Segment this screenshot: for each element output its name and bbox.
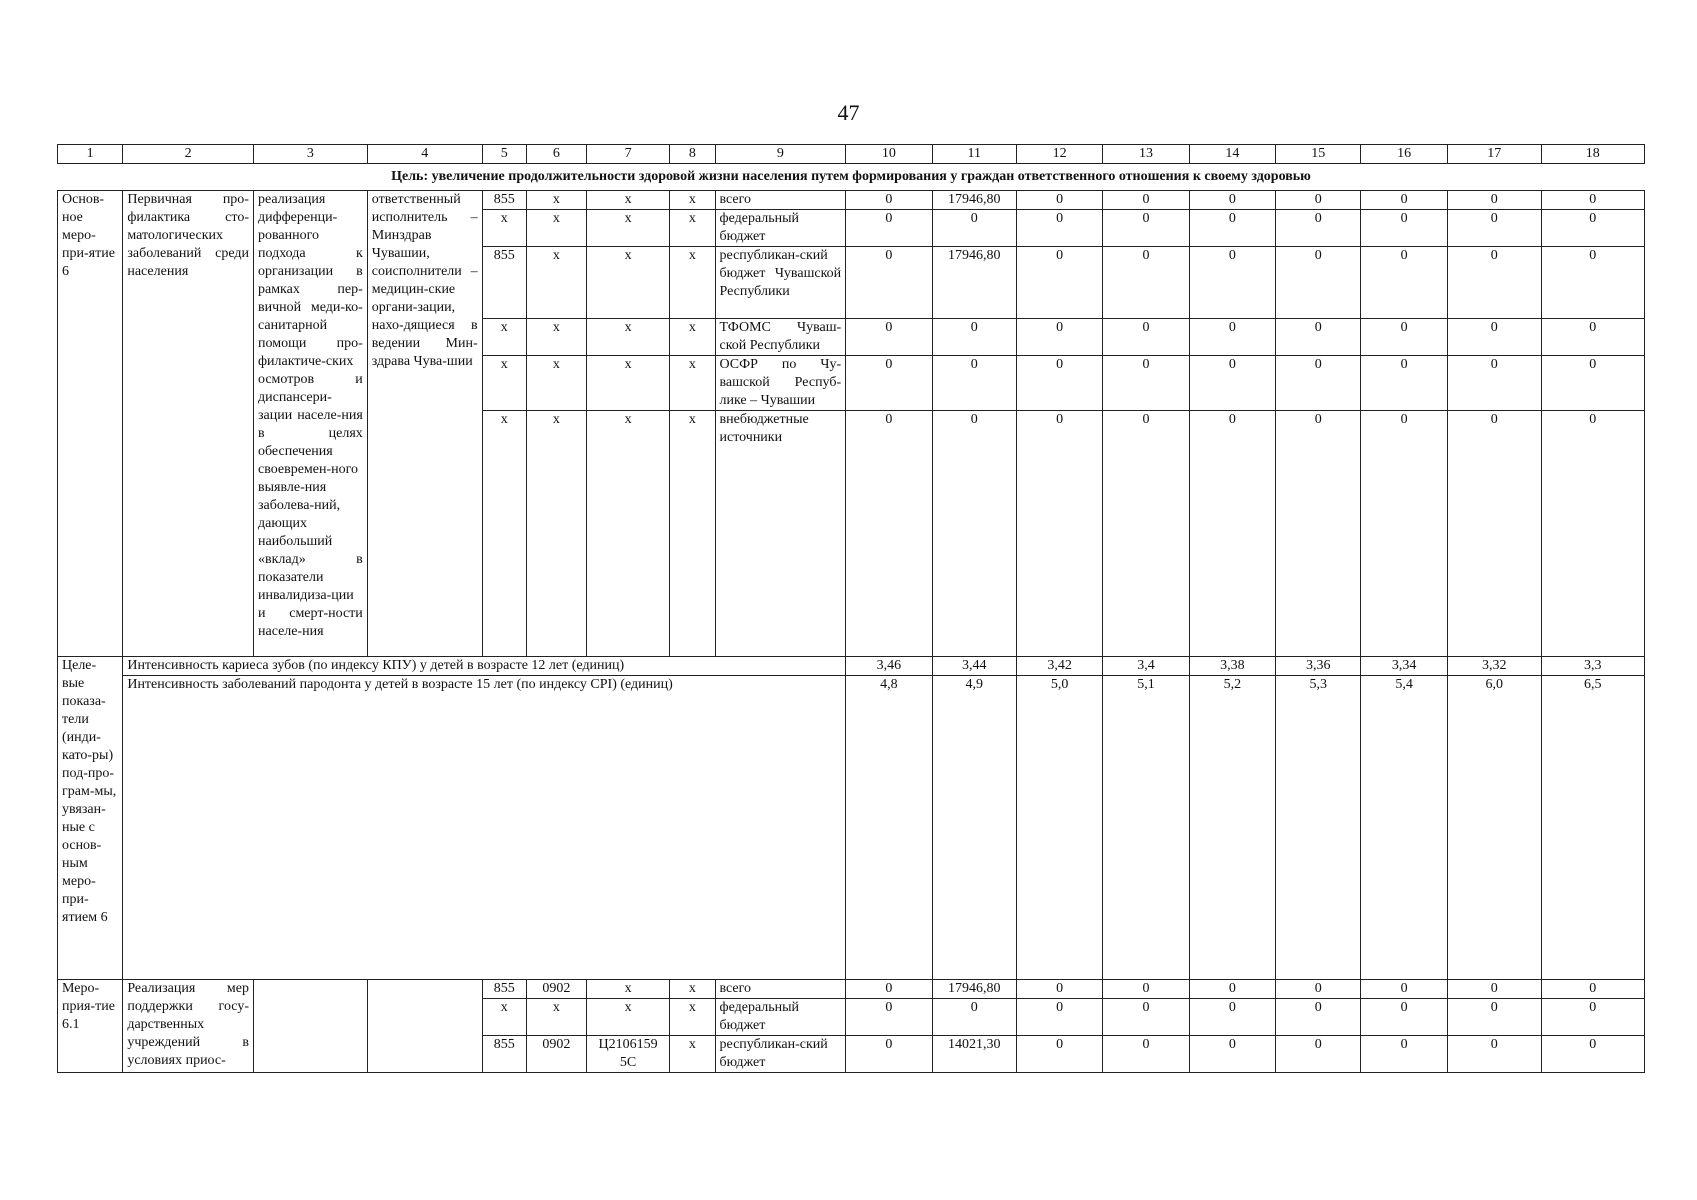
value-cell: 0 (932, 999, 1016, 1036)
empty-cell (253, 980, 367, 1073)
value-cell: 0 (1276, 319, 1361, 356)
table-cell: х (526, 210, 586, 247)
value-cell: 0 (932, 210, 1016, 247)
table-cell: 855 (482, 980, 526, 999)
table-cell: х (526, 356, 586, 411)
value-cell: 0 (1541, 411, 1644, 657)
goal-row (58, 164, 1645, 191)
column-header: 9 (715, 145, 846, 164)
table-cell: х (586, 247, 669, 319)
funding-source: федеральный бюджет (715, 210, 846, 247)
value-cell: 0 (1103, 210, 1189, 247)
value-cell: 3,4 (1103, 657, 1189, 676)
table-cell: х (482, 319, 526, 356)
funding-source: республикан-ский бюджет (715, 1036, 846, 1073)
value-cell: 0 (1103, 247, 1189, 319)
activity-label: Меро-прия-тие 6.1 (58, 980, 123, 1073)
value-cell: 0 (1361, 980, 1447, 999)
value-cell: 3,32 (1447, 657, 1541, 676)
empty-cell (367, 980, 482, 1073)
table-cell: х (670, 411, 715, 657)
value-cell: 0 (1447, 980, 1541, 999)
value-cell: 0 (1447, 210, 1541, 247)
table-cell: х (670, 980, 715, 999)
value-cell: 0 (1447, 247, 1541, 319)
value-cell: 0 (1276, 210, 1361, 247)
table-cell: х (526, 319, 586, 356)
value-cell: 0 (1361, 191, 1447, 210)
value-cell: 0 (1541, 191, 1644, 210)
value-cell: 0 (846, 980, 932, 999)
value-cell: 0 (846, 210, 932, 247)
budget-table (57, 144, 1645, 1073)
column-header: 4 (367, 145, 482, 164)
table-cell: х (670, 1036, 715, 1073)
value-cell: 0 (846, 1036, 932, 1073)
activity-executor: ответственный исполнитель – Минздрав Чувашии, соисполнители – медицин-ские органи-зации, нахо-дящиеся в ведении Мин-здрава Чува-шии (367, 191, 482, 657)
value-cell: 0 (1447, 191, 1541, 210)
column-header: 2 (123, 145, 254, 164)
activity-label: Основ-ное меро-при-ятие 6 (58, 191, 123, 657)
page-number: 47 (837, 100, 860, 125)
value-cell: 0 (1016, 980, 1102, 999)
table-row (58, 980, 1645, 999)
table-cell: Ц2106159 5С (586, 1036, 669, 1073)
column-header: 15 (1276, 145, 1361, 164)
funding-source: всего (715, 191, 846, 210)
column-header: 18 (1541, 145, 1644, 164)
value-cell: 0 (1541, 356, 1644, 411)
column-header: 5 (482, 145, 526, 164)
column-header: 16 (1361, 145, 1447, 164)
column-header-row (58, 145, 1645, 164)
value-cell: 0 (1103, 411, 1189, 657)
value-cell: 0 (1447, 999, 1541, 1036)
goal-text: Цель: увеличение продолжительности здоровой жизни населения путем формирования у граждан ответственного отношения к своему здоровью (58, 164, 1645, 191)
activity-name: Реализация мер поддержки госу-дарственных учреждений в условиях приос- (123, 980, 254, 1073)
value-cell: 0 (1189, 980, 1275, 999)
column-header: 11 (932, 145, 1016, 164)
value-cell: 0 (1016, 356, 1102, 411)
value-cell: 0 (1189, 356, 1275, 411)
value-cell: 0 (1016, 999, 1102, 1036)
value-cell: 0 (1541, 980, 1644, 999)
value-cell: 0 (1361, 319, 1447, 356)
column-header: 13 (1103, 145, 1189, 164)
column-header: 8 (670, 145, 715, 164)
value-cell: 17946,80 (932, 191, 1016, 210)
value-cell: 5,3 (1276, 676, 1361, 980)
value-cell: 0 (1361, 247, 1447, 319)
column-header: 14 (1189, 145, 1275, 164)
table-row (58, 657, 1645, 676)
activity-name: Первичная про-филактика сто-матологических заболеваний среди населения (123, 191, 254, 657)
value-cell: 0 (1276, 980, 1361, 999)
value-cell: 0 (1361, 999, 1447, 1036)
value-cell: 0 (1103, 191, 1189, 210)
table-cell: х (586, 210, 669, 247)
table-cell: 0902 (526, 980, 586, 999)
value-cell: 0 (846, 999, 932, 1036)
value-cell: 0 (846, 247, 932, 319)
value-cell: 0 (1016, 411, 1102, 657)
value-cell: 0 (1189, 1036, 1275, 1073)
table-cell: х (482, 356, 526, 411)
value-cell: 3,42 (1016, 657, 1102, 676)
table-cell: х (482, 210, 526, 247)
value-cell: 0 (1276, 999, 1361, 1036)
value-cell: 3,46 (846, 657, 932, 676)
value-cell: 0 (1189, 247, 1275, 319)
value-cell: 17946,80 (932, 980, 1016, 999)
value-cell: 0 (1276, 1036, 1361, 1073)
table-cell: х (670, 191, 715, 210)
value-cell: 5,0 (1016, 676, 1102, 980)
value-cell: 3,3 (1541, 657, 1644, 676)
value-cell: 3,34 (1361, 657, 1447, 676)
value-cell: 0 (1541, 247, 1644, 319)
table-cell: х (526, 411, 586, 657)
value-cell: 0 (932, 319, 1016, 356)
column-header: 3 (253, 145, 367, 164)
value-cell: 0 (1103, 999, 1189, 1036)
table-cell: х (670, 999, 715, 1036)
value-cell: 0 (1361, 356, 1447, 411)
value-cell: 0 (1276, 356, 1361, 411)
value-cell: 0 (1016, 210, 1102, 247)
value-cell: 0 (1103, 980, 1189, 999)
column-header: 6 (526, 145, 586, 164)
table-cell: х (670, 356, 715, 411)
value-cell: 0 (1276, 247, 1361, 319)
value-cell: 0 (1541, 319, 1644, 356)
value-cell: 3,38 (1189, 657, 1275, 676)
value-cell: 0 (1447, 1036, 1541, 1073)
value-cell: 0 (1541, 210, 1644, 247)
value-cell: 0 (932, 411, 1016, 657)
table-cell: 0902 (526, 1036, 586, 1073)
value-cell: 0 (1447, 356, 1541, 411)
value-cell: 17946,80 (932, 247, 1016, 319)
table-cell: 855 (482, 1036, 526, 1073)
table-row (58, 676, 1645, 980)
value-cell: 0 (1361, 210, 1447, 247)
value-cell: 5,4 (1361, 676, 1447, 980)
value-cell: 0 (1189, 999, 1275, 1036)
column-header: 12 (1016, 145, 1102, 164)
value-cell: 0 (1016, 1036, 1102, 1073)
table-cell: х (670, 247, 715, 319)
indicator-name: Интенсивность заболеваний пародонта у детей в возрасте 15 лет (по индексу CPI) (единиц) (123, 676, 846, 980)
value-cell: 0 (1189, 210, 1275, 247)
table-cell: 855 (482, 191, 526, 210)
table-cell: 855 (482, 247, 526, 319)
value-cell: 0 (846, 191, 932, 210)
value-cell: 0 (1103, 356, 1189, 411)
table-cell: х (586, 999, 669, 1036)
value-cell: 0 (1361, 411, 1447, 657)
value-cell: 3,36 (1276, 657, 1361, 676)
table-cell: х (670, 319, 715, 356)
table-cell: х (482, 411, 526, 657)
column-header: 1 (58, 145, 123, 164)
table-cell: х (670, 210, 715, 247)
funding-source: ТФОМС Чуваш-ской Республики (715, 319, 846, 356)
value-cell: 6,0 (1447, 676, 1541, 980)
column-header: 10 (846, 145, 932, 164)
table-cell: х (586, 319, 669, 356)
funding-source: федеральный бюджет (715, 999, 846, 1036)
value-cell: 0 (1016, 247, 1102, 319)
column-header: 17 (1447, 145, 1541, 164)
value-cell: 0 (1189, 411, 1275, 657)
value-cell: 0 (1447, 411, 1541, 657)
value-cell: 4,8 (846, 676, 932, 980)
value-cell: 0 (1189, 319, 1275, 356)
funding-source: всего (715, 980, 846, 999)
value-cell: 0 (1276, 411, 1361, 657)
funding-source: внебюджетные источники (715, 411, 846, 657)
value-cell: 0 (846, 411, 932, 657)
value-cell: 0 (846, 356, 932, 411)
value-cell: 5,2 (1189, 676, 1275, 980)
value-cell: 14021,30 (932, 1036, 1016, 1073)
value-cell: 0 (932, 356, 1016, 411)
table-cell: х (586, 356, 669, 411)
value-cell: 0 (1447, 319, 1541, 356)
table-cell: х (526, 191, 586, 210)
value-cell: 0 (1541, 999, 1644, 1036)
value-cell: 0 (1189, 191, 1275, 210)
table-row (58, 191, 1645, 210)
value-cell: 0 (1016, 191, 1102, 210)
value-cell: 0 (1541, 1036, 1644, 1073)
value-cell: 0 (1016, 319, 1102, 356)
value-cell: 0 (1361, 1036, 1447, 1073)
table-cell: х (586, 980, 669, 999)
table-cell: х (586, 191, 669, 210)
targets-label: Целе-вые показа-тели (инди-като-ры) под-про-грам-мы, увязан-ные с основ-ным меро-при-ятием 6 (58, 657, 123, 980)
table-cell: х (482, 999, 526, 1036)
value-cell: 0 (1103, 1036, 1189, 1073)
value-cell: 0 (1276, 191, 1361, 210)
table-cell: х (586, 411, 669, 657)
funding-source: ОСФР по Чу-вашской Респуб-лике – Чувашии (715, 356, 846, 411)
funding-source: республикан-ский бюджет Чувашской Республики (715, 247, 846, 319)
value-cell: 0 (846, 319, 932, 356)
value-cell: 3,44 (932, 657, 1016, 676)
value-cell: 6,5 (1541, 676, 1644, 980)
table-cell: х (526, 247, 586, 319)
value-cell: 5,1 (1103, 676, 1189, 980)
table-cell: х (526, 999, 586, 1036)
activity-description: реализация дифференци-рованного подхода к организации в рамках пер-вичной меди-ко-санитарной помощи про-филактиче-ских осмотров и диспансери-зации населе-ния в целях обеспечения своевремен-ного выявле-ния заболева-ний, дающих наибольший «вклад» в показатели инвалидиза-ции и смерт-ности населе-ния (253, 191, 367, 657)
value-cell: 4,9 (932, 676, 1016, 980)
value-cell: 0 (1103, 319, 1189, 356)
column-header: 7 (586, 145, 669, 164)
indicator-name: Интенсивность кариеса зубов (по индексу КПУ) у детей в возрасте 12 лет (единиц) (123, 657, 846, 676)
